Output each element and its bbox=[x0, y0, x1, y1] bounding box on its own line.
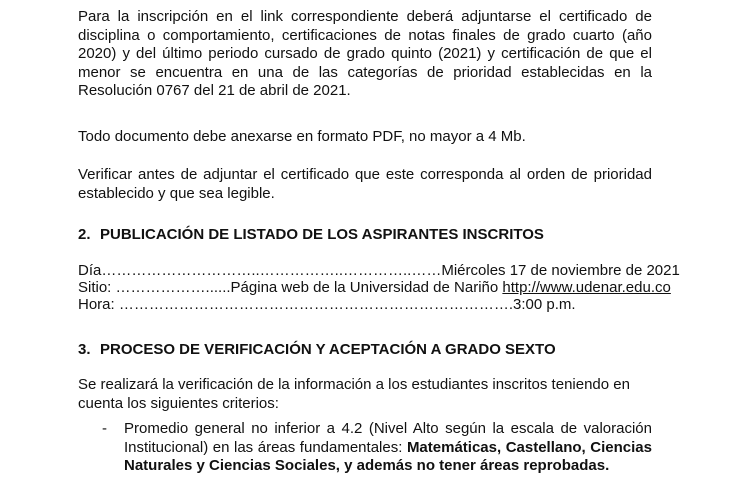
hour-leader-dots: ……………………………………………………………………. bbox=[114, 296, 514, 313]
section-2-heading bbox=[78, 226, 544, 244]
udenar-link[interactable]: http://www.udenar.edu.co bbox=[502, 279, 671, 296]
site-leader-dots: ………………...... bbox=[111, 279, 231, 296]
section-3-heading bbox=[78, 341, 556, 359]
inscription-paragraph: Para la inscripción en el link correspondiente deberá adjuntarse el certificado de disciplina o comportamiento, certificaciones de notas finales de grado cuarto (año 2020) y del último periodo cursado de grado quinto (2021) y certificación de que el menor se encuentra en una de las categorías de prioridad establecidas en la Resolución 0767 del 21 de abril de 2021. bbox=[78, 8, 652, 99]
schedule-hour-row bbox=[78, 296, 652, 314]
site-value: Página web de la Universidad de Nariño bbox=[230, 279, 503, 296]
schedule-site-row bbox=[78, 279, 671, 297]
bullet-dash: - bbox=[102, 420, 107, 437]
verify-paragraph: Verificar antes de adjuntar el certificado que este corresponda al orden de prioridad establecido y que sea legible. bbox=[78, 166, 652, 202]
day-label: Día bbox=[78, 262, 102, 279]
criteria-text bbox=[124, 420, 652, 476]
section-3-title: PROCESO DE VERIFICACIÓN Y ACEPTACIÓN A GRADO SEXTO bbox=[100, 341, 556, 358]
schedule-day-row bbox=[78, 262, 680, 280]
day-leader-dots: …………………………..……………..…………..…… bbox=[101, 262, 442, 279]
criteria-intro: Se realizará la verificación de la información a los estudiantes inscritos teniendo en cuenta los siguientes criterios: bbox=[78, 376, 630, 412]
section-3-number: 3. bbox=[78, 341, 91, 358]
day-value: Miércoles 17 de noviembre de 2021 bbox=[441, 262, 680, 279]
criteria-plain-text: Promedio general no inferior a 4.2 (Nivel Alto según la escala de valoración Institucional) en las áreas fundamentales: bbox=[124, 420, 652, 456]
format-paragraph: Todo documento debe anexarse en formato PDF, no mayor a 4 Mb. bbox=[78, 128, 526, 145]
site-label: Sitio: bbox=[78, 279, 112, 296]
section-2-number: 2. bbox=[78, 226, 91, 243]
criteria-bold-text: Matemáticas, Castellano, Ciencias Naturales y Ciencias Sociales, y además no tener áreas reprobadas. bbox=[124, 438, 652, 474]
section-2-title: PUBLICACIÓN DE LISTADO DE LOS ASPIRANTES INSCRITOS bbox=[100, 226, 544, 243]
hour-label: Hora: bbox=[78, 296, 115, 313]
hour-value: 3:00 p.m. bbox=[513, 296, 576, 313]
